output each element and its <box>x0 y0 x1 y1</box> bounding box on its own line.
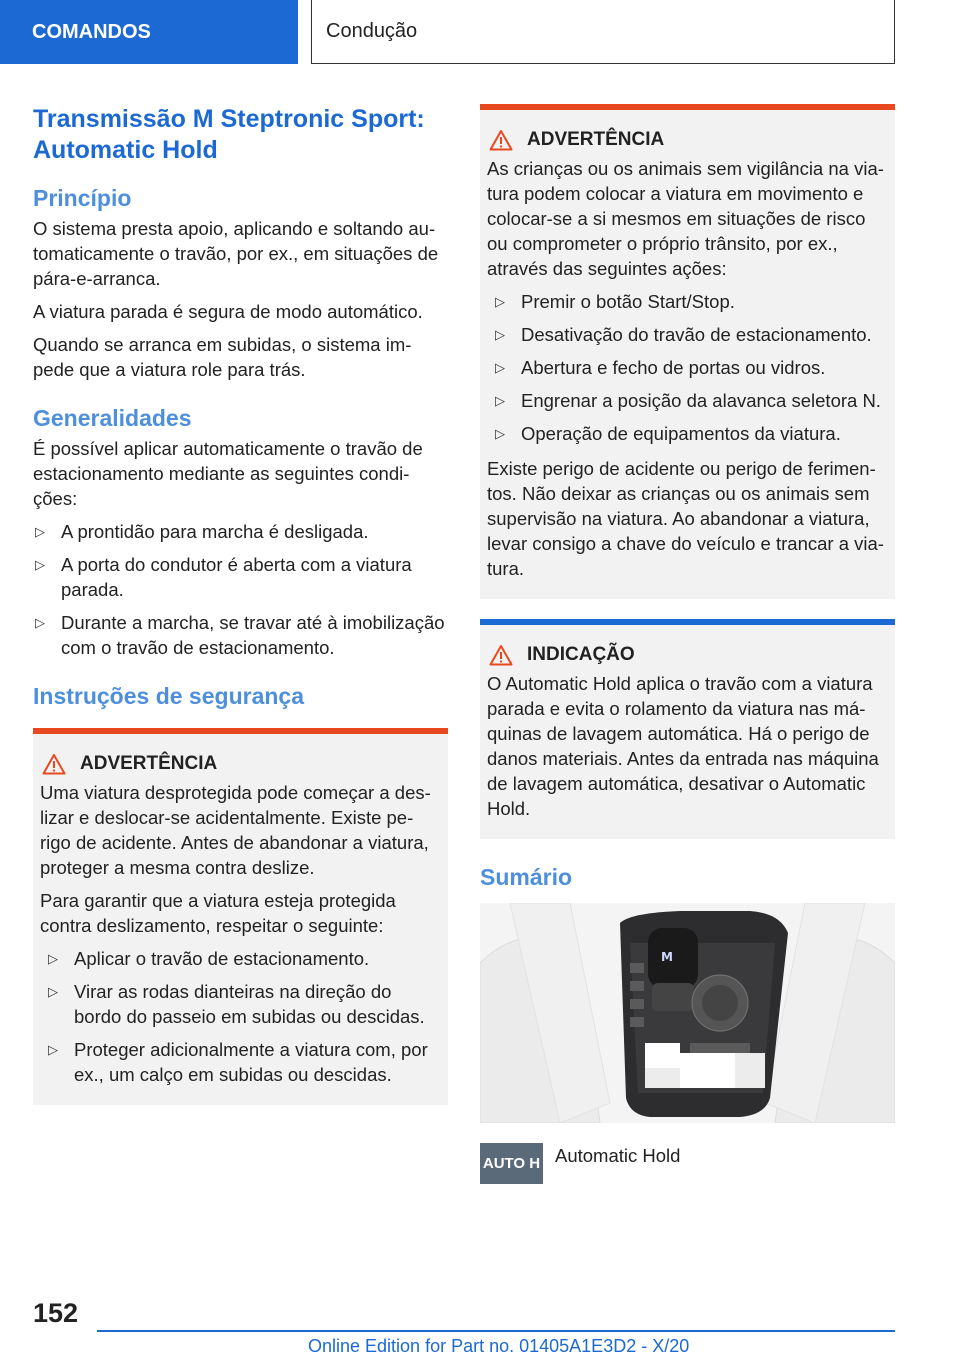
page-title: Transmissão M Steptronic Sport: Automatic Hold <box>33 105 425 164</box>
paragraph: Existe perigo de acidente ou perigo de ferimen-tos. Não deixar as crianças ou os animais sem supervisão na viatura. Ao abandonar a viatura, levar consigo a chave do veículo e trancar a via-tura. <box>487 458 884 579</box>
paragraph: Uma viatura desprotegida pode começar a des-lizar e deslocar-se acidentalmente. Existe pe-rigo de acidente. Antes de abandonar a viatura, proteger a mesma contra deslize. <box>40 782 431 878</box>
triangle-bullet-icon: ▷ <box>48 951 58 966</box>
triangle-bullet-icon: ▷ <box>495 393 505 408</box>
left-column <box>33 104 448 1125</box>
right-column <box>480 104 895 1184</box>
warning-box-children <box>480 104 895 599</box>
actions-list <box>493 289 887 446</box>
triangle-bullet-icon: ▷ <box>495 360 505 375</box>
auto-hold-button-icon: AUTO H <box>480 1143 543 1184</box>
precautions-list <box>46 946 440 1087</box>
page-number: 152 <box>33 1298 79 1328</box>
heading-sumario: Sumário <box>480 864 573 890</box>
list-item: ▷ Engrenar a posição da alavanca seletora N. <box>495 390 881 411</box>
warning-title: ADVERTÊNCIA <box>42 752 440 776</box>
triangle-bullet-icon: ▷ <box>495 426 505 441</box>
triangle-bullet-icon: ▷ <box>35 615 45 630</box>
list-item: ▷ Desativação do travão de estacionamento. <box>495 324 872 345</box>
list-item: ▷ Durante a marcha, se travar até à imobilização com o travão de estacionamento. <box>35 612 445 658</box>
warning-triangle-icon <box>42 753 66 775</box>
triangle-bullet-icon: ▷ <box>48 1042 58 1057</box>
triangle-bullet-icon: ▷ <box>35 557 45 572</box>
triangle-bullet-icon: ▷ <box>48 984 58 999</box>
note-box <box>480 619 895 839</box>
conditions-list <box>33 519 448 660</box>
paragraph: É possível aplicar automaticamente o travão de estacionamento mediante as seguintes condi-ções: <box>33 438 423 509</box>
button-legend <box>480 1143 895 1184</box>
list-item: ▷ A prontidão para marcha é desligada. <box>35 521 369 542</box>
legend-label: Automatic Hold <box>555 1145 681 1166</box>
header-chapter-tab: Condução <box>311 0 895 64</box>
center-console-illustration <box>480 903 895 1123</box>
warning-title: ADVERTÊNCIA <box>489 128 887 152</box>
heading-generalidades: Generalidades <box>33 405 192 431</box>
triangle-bullet-icon: ▷ <box>495 327 505 342</box>
warning-triangle-icon <box>489 129 513 151</box>
paragraph: As crianças ou os animais sem vigilância na via-tura podem colocar a viatura em movimento e colocar-se a si mesmos em situações de risco ou comprometer o próprio trânsito, por ex., através das seguintes ações: <box>487 158 884 279</box>
paragraph: O sistema presta apoio, aplicando e soltando au-tomaticamente o travão, por ex., em situações de pára-e-arranca. <box>33 218 439 289</box>
heading-seguranca: Instruções de segurança <box>33 683 304 709</box>
list-item: ▷ Proteger adicionalmente a viatura com, por ex., um calço em subidas ou descidas. <box>48 1039 428 1085</box>
paragraph: A viatura parada é segura de modo automático. <box>33 301 423 322</box>
paragraph: Para garantir que a viatura esteja protegida contra deslizamento, respeitar o seguinte: <box>40 890 396 936</box>
svg-text:M: M <box>661 950 673 964</box>
footer-edition: Online Edition for Part no. 01405A1E3D2 - X/20 <box>308 1336 690 1356</box>
center-console-image <box>480 903 895 1123</box>
footer-divider <box>97 1330 895 1332</box>
list-item: ▷ A porta do condutor é aberta com a viatura parada. <box>35 554 412 600</box>
list-item: ▷ Aplicar o travão de estacionamento. <box>48 948 370 969</box>
list-item: ▷ Premir o botão Start/Stop. <box>495 291 735 312</box>
triangle-bullet-icon: ▷ <box>495 294 505 309</box>
heading-principio: Princípio <box>33 185 132 211</box>
triangle-bullet-icon: ▷ <box>35 524 45 539</box>
paragraph: O Automatic Hold aplica o travão com a viatura parada e evita o rolamento da viatura nas má-quinas de lavagem automática. Há o perigo de danos materiais. Antes da entrada nas máquina de lavagem automática, desativar o Automatic Hold. <box>487 673 879 819</box>
warning-triangle-icon <box>489 644 513 666</box>
warning-box <box>33 728 448 1105</box>
list-item: ▷ Operação de equipamentos da viatura. <box>495 423 841 444</box>
note-title: INDICAÇÃO <box>489 643 887 667</box>
list-item: ▷ Abertura e fecho de portas ou vidros. <box>495 357 826 378</box>
list-item: ▷ Virar as rodas dianteiras na direção do bordo do passeio em subidas ou descidas. <box>48 981 425 1027</box>
paragraph: Quando se arranca em subidas, o sistema im-pede que a viatura role para trás. <box>33 334 412 380</box>
header-section-tab: COMANDOS <box>0 0 298 64</box>
